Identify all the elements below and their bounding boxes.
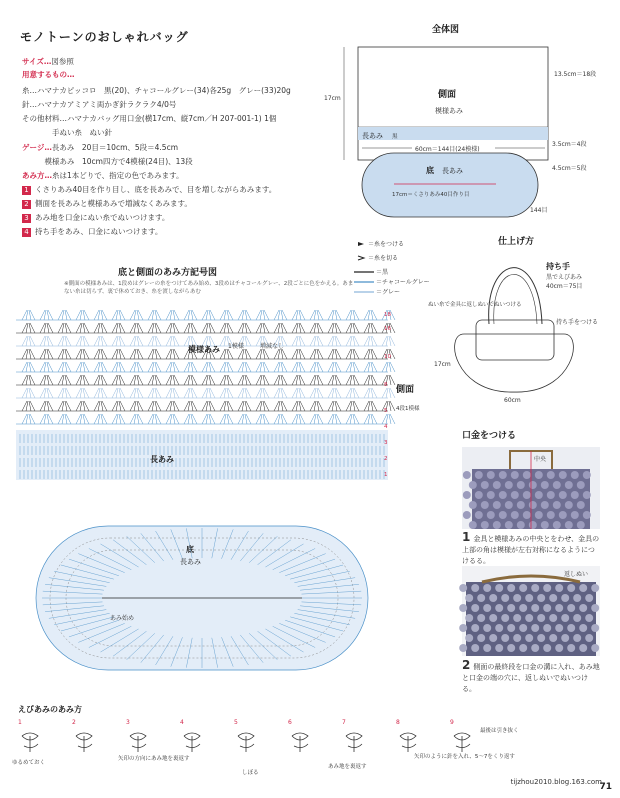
overall-h-long: 3.5cm＝4段 [552,141,587,148]
info-hook: 針…ハマナカアミアミ両かぎ針ラクラク4/0号 [22,100,177,109]
svg-text:4: 4 [180,719,184,726]
chart-no-change: 増減なし [260,343,285,350]
finish-heading: 仕上げ方 [498,237,535,247]
ebi-heading: えびあみのあみ方 [18,705,82,714]
info-size: サイズ…図参照 [22,57,74,66]
kuchigane-center: 中央 [534,456,547,463]
overall-bottom-stitch: 長あみ [442,167,463,175]
overall-long-label: 長あみ [362,132,383,140]
step-2: 2 側面を長あみと模様あみで増減なくあみます。 [22,198,192,210]
row-number: 10 [384,354,391,360]
row-number: 5 [384,408,388,414]
ebi-steps [10,716,519,786]
svg-text:3: 3 [126,719,130,726]
row-number: 4 [384,424,388,430]
overall-bottom-label: 底 [426,166,434,175]
overall-pattern-label: 模様あみ [435,107,463,115]
photo-clasp-sewn [462,566,600,656]
page-number: 71 [599,782,612,792]
photo-clasp-top [462,447,600,529]
ebi-note-5: 矢印のように針を入れ、5〜7をくり返す [414,754,515,760]
step-1: 1 くさりあみ40目を作り目し、底を長あみで、目を増しながらあみます。 [22,184,276,196]
chart-start: あみ始め [110,615,135,622]
legend-black: ＝黒 [376,269,389,276]
info-materials-label: 用意するもの… [22,70,75,79]
info-other: その他材料…ハマナカバッグ用口金(横17cm、縦7cm／H 207-001-1) 1個 [22,114,277,123]
overall-side-label: 側面 [438,90,457,100]
finish-handle-len: 40cm＝75目 [546,283,583,290]
overall-bottom-count: 144目 [530,207,548,214]
row-number: 8 [384,382,388,388]
svg-text:8: 8 [396,719,400,726]
finish-h: 17cm [434,361,451,368]
overall-bottom-h: 4.5cm＝5段 [552,165,587,172]
finish-handle-stitch: 黒でえびあみ [546,274,583,281]
svg-text:7: 7 [342,719,346,726]
side-panel [358,47,548,160]
kuchigane-step1: 1 金具と模様あみの中央とをわせ、金具の上部の角は模様が左右対称になるようにつけるる。 [462,530,600,565]
kuchigane-back-stitch: 返しぬい [564,571,589,578]
ebi-note-3: しぼる [242,770,259,776]
legend-attach: ＝糸をつける [368,241,405,248]
chart-bottom: 底 [186,545,194,554]
kuchigane-step2: 2 側面の最終段を口金の溝に入れ、あみ地と口金の端の穴に、返しぬいでぬいつける。 [462,658,600,693]
ebi-note-1: ゆるめておく [12,760,46,766]
bag-body [455,334,574,392]
info-gauge: ゲージ…長あみ 20目＝10cm、5段＝4.5cm [22,143,179,152]
info-yarn: 糸…ハマナカピッコロ 黒(20)、チャコールグレー(34)各25g グレー(33)20g [22,86,291,95]
ebi-note-4: あみ地を裏返す [328,764,367,770]
chart-bottom-stitch: 長あみ [180,558,201,566]
row-number: 2 [384,456,388,462]
legend-gray: ＝グレー [376,289,401,296]
kuchigane-heading: 口金をつける [462,431,517,441]
finish-attach-handle: 持ち手をつける [556,319,599,326]
page-title: モノトーンのおしゃれバッグ [20,30,189,44]
chart-one-pattern: 1模様 [228,343,244,350]
overall-heading: 全体図 [432,25,460,35]
row-number: 16 [384,326,391,332]
finish-w: 60cm [504,397,521,404]
row-number: 1 [384,472,388,478]
overall-width-note: 60cm＝144目(24模様) [415,146,480,153]
finish-diagram [424,234,614,414]
bottom-oval [362,153,538,217]
chart-long-label: 長あみ [150,455,174,464]
info-method: あみ方…糸は1本どりで、指定の色であみます。 [22,171,184,180]
svg-text:5: 5 [234,719,238,726]
chart-heading: 底と側面のあみ方記号図 [118,268,218,278]
bottom-chart [36,526,368,670]
overall-black: 黒 [392,134,398,140]
step-3: 3 あみ地を口金にぬい糸でぬいつけます。 [22,212,169,224]
svg-text:9: 9 [450,719,454,726]
svg-text:2: 2 [72,719,76,726]
info-other-2: 手ぬい糸 ぬい針 [22,128,112,137]
ebi-note-6: 最後は引き抜く [480,728,519,734]
finish-handle: 持ち手 [546,262,570,271]
row-number: 18 [384,312,391,318]
svg-text:1: 1 [18,719,22,726]
info-gauge-2: 模様あみ 10cm四方で4模様(24目)、13段 [22,157,193,166]
row-number: 3 [384,440,388,446]
ebi-note-2: 矢印の方向にあみ地を裏返す [118,756,190,762]
chart-pattern-label: 模様あみ [188,345,220,354]
finish-sew-note: ぬい糸で金具に返しぬいでぬいつける [428,302,522,308]
overall-diagram [320,20,620,220]
step-4: 4 持ち手をあみ、口金にぬいつけます。 [22,226,162,238]
long-stitch-band [358,127,548,140]
svg-text:6: 6 [288,719,292,726]
overall-bottom-note: 17cm＝くさりあみ40目作り目 [392,192,470,198]
chart-side: 側面 [396,385,415,395]
symbol-chart [10,300,420,696]
legend-cut: ＝糸を切る [368,255,399,262]
chart-note: ※側面の模様あみは、1段めはグレーの糸をつけてあみ始め、3段めはチャコールグレー、2段ごとに色をかえる。あまない糸は切らず、裏で休めておき、糸を渡しながらあむ [64,281,354,295]
footer-site: tijzhou2010.blog.163.com [510,778,602,786]
legend-charcoal: ＝チャコールグレー [376,279,430,286]
overall-h-pattern: 13.5cm＝18段 [554,71,597,78]
chart-four-rows: 4段1模様 [396,406,420,412]
overall-h-total: 17cm [324,95,341,102]
